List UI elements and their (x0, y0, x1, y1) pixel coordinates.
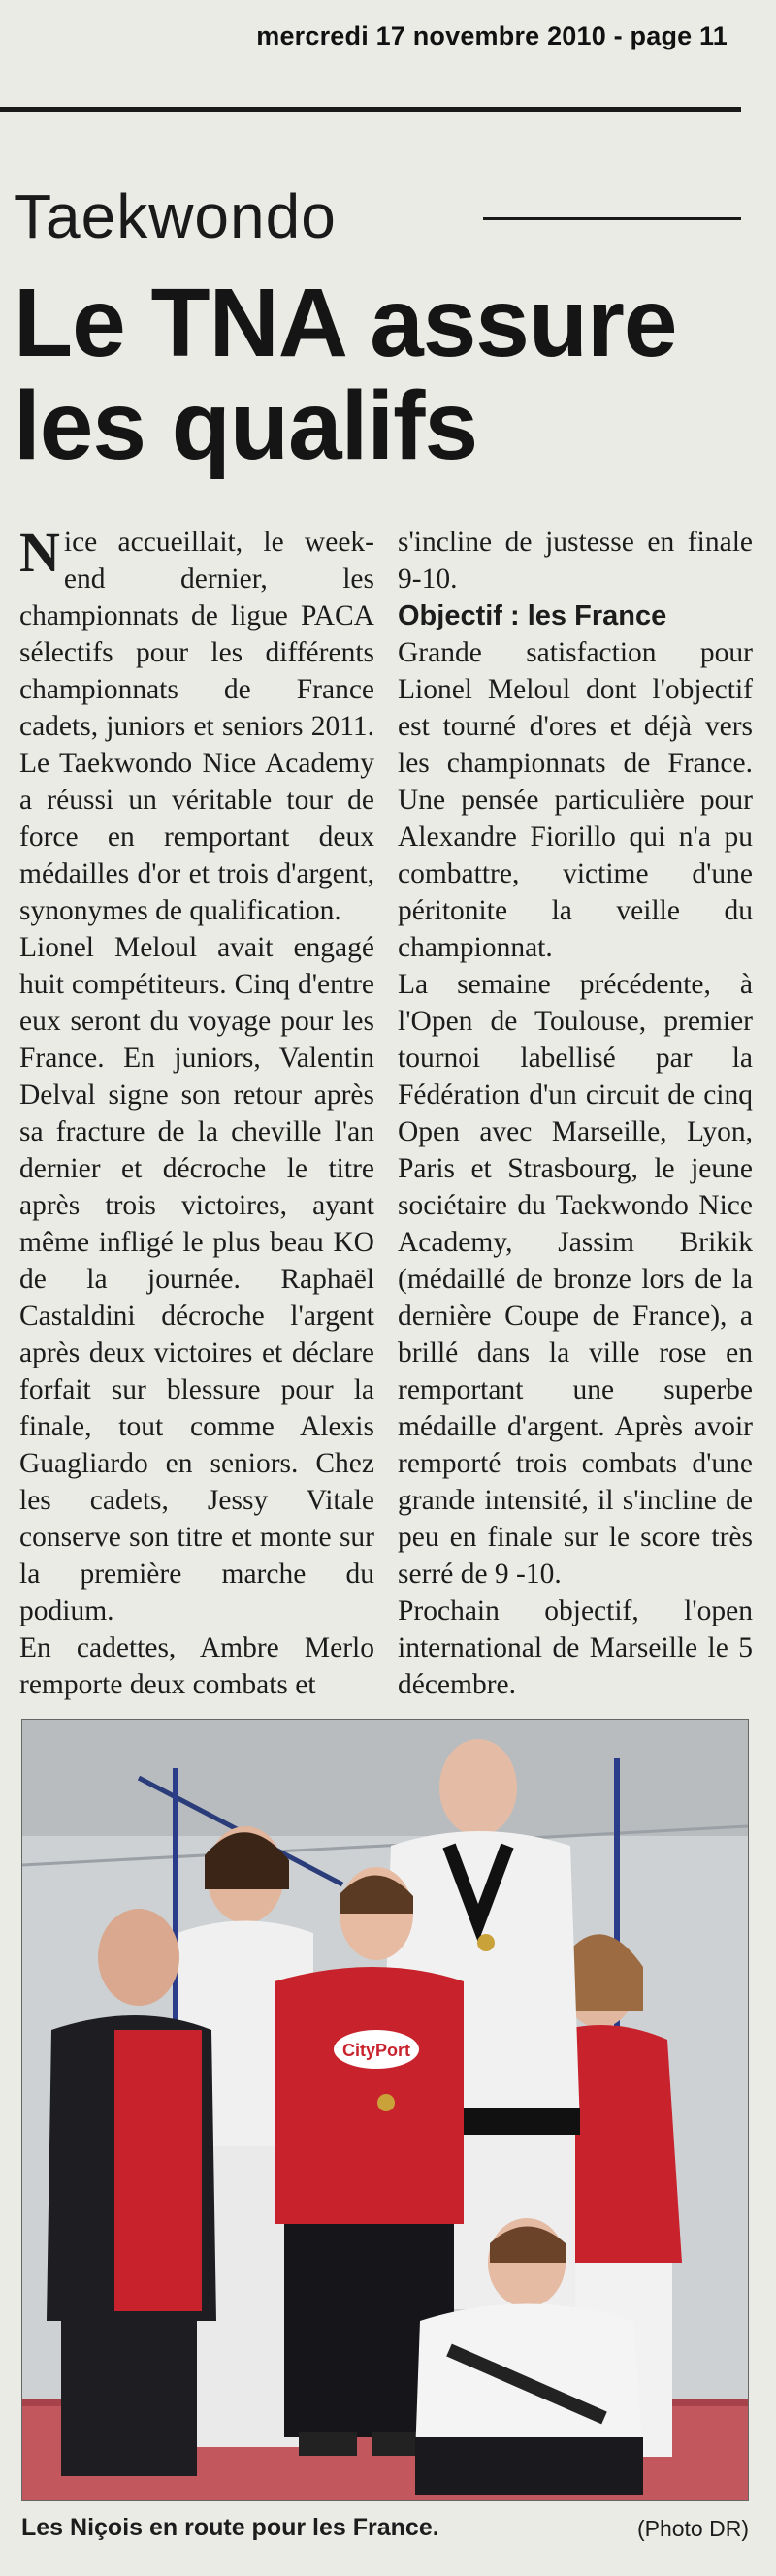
team-photo-illustration (22, 1720, 748, 2500)
paragraph-text: ice accueillait, le week-end dernier, les championnats de ligue PACA sélectifs pour les différents championnats de France cadets, juniors et seniors 2011. Le Taekwondo Nice Academy a réussi un véritable tour de force en remportant deux médailles d'or et trois d'argent, synonymes de qualification. (19, 527, 374, 926)
paragraph: La semaine précédente, à l'Open de Toulouse, premier tournoi labellisé par la Fédération d'un circuit de cinq Open avec Marseille, Lyon, Paris et Strasbourg, le jeune sociétaire du Taekwondo Nice Academy, Jassim Brikik (médaillé de bronze lors de la dernière Coupe de France), a brillé dans la ville rose en remportant une superbe médaille d'argent. Après avoir remporté trois combats d'une grande intensité, il s'incline de peu en finale sur le score très serré de 9 -10. (398, 969, 753, 1590)
paragraph: Grande satisfaction pour Lionel Meloul dont l'objectif est tourné d'ores et déjà vers les championnats de France. Une pensée particulière pour Alexandre Fiorillo qui n'a pu combattre, victime d'une péritonite la veille du championnat. (398, 637, 753, 963)
photo-credit: (Photo DR) (636, 2516, 749, 2541)
team-photo (21, 1719, 749, 2501)
shirt-logo-text: CityPort (341, 2041, 411, 2060)
photo-caption: Les Niçois en route pour les France. (21, 2514, 439, 2541)
top-rule (0, 107, 741, 112)
rubric-label: Taekwondo (14, 181, 337, 251)
article-column-right (398, 524, 753, 1703)
article-column-left (19, 521, 374, 1703)
headline: Le TNA assure les qualifs (14, 269, 677, 480)
subhead: Objectif : les France (398, 600, 667, 631)
dateline: mercredi 17 novembre 2010 - page 11 (256, 21, 728, 50)
paragraph: Prochain objectif, l'open international de Marseille le 5 décembre. (398, 1595, 753, 1700)
paragraph (19, 521, 374, 929)
rubric-rule (483, 217, 741, 220)
dropcap: N (19, 521, 60, 584)
paragraph: Lionel Meloul avait engagé huit compétiteurs. Cinq d'entre eux seront du voyage pour les France. En juniors, Valentin Delval signe son retour après sa fracture de la cheville l'an dernier et décroche le titre après trois victoires, ayant même infligé le plus beau KO de la journée. Raphaël Castaldini décroche l'argent après deux victoires et déclare forfait sur blessure pour la finale, tout comme Alexis Guagliardo en seniors. Chez les cadets, Jessy Vitale conserve son titre et monte sur la première marche du podium. (19, 932, 374, 1626)
paragraph: En cadettes, Ambre Merlo remporte deux combats et (19, 1632, 374, 1700)
paragraph: s'incline de justesse en finale 9-10. (398, 527, 753, 595)
